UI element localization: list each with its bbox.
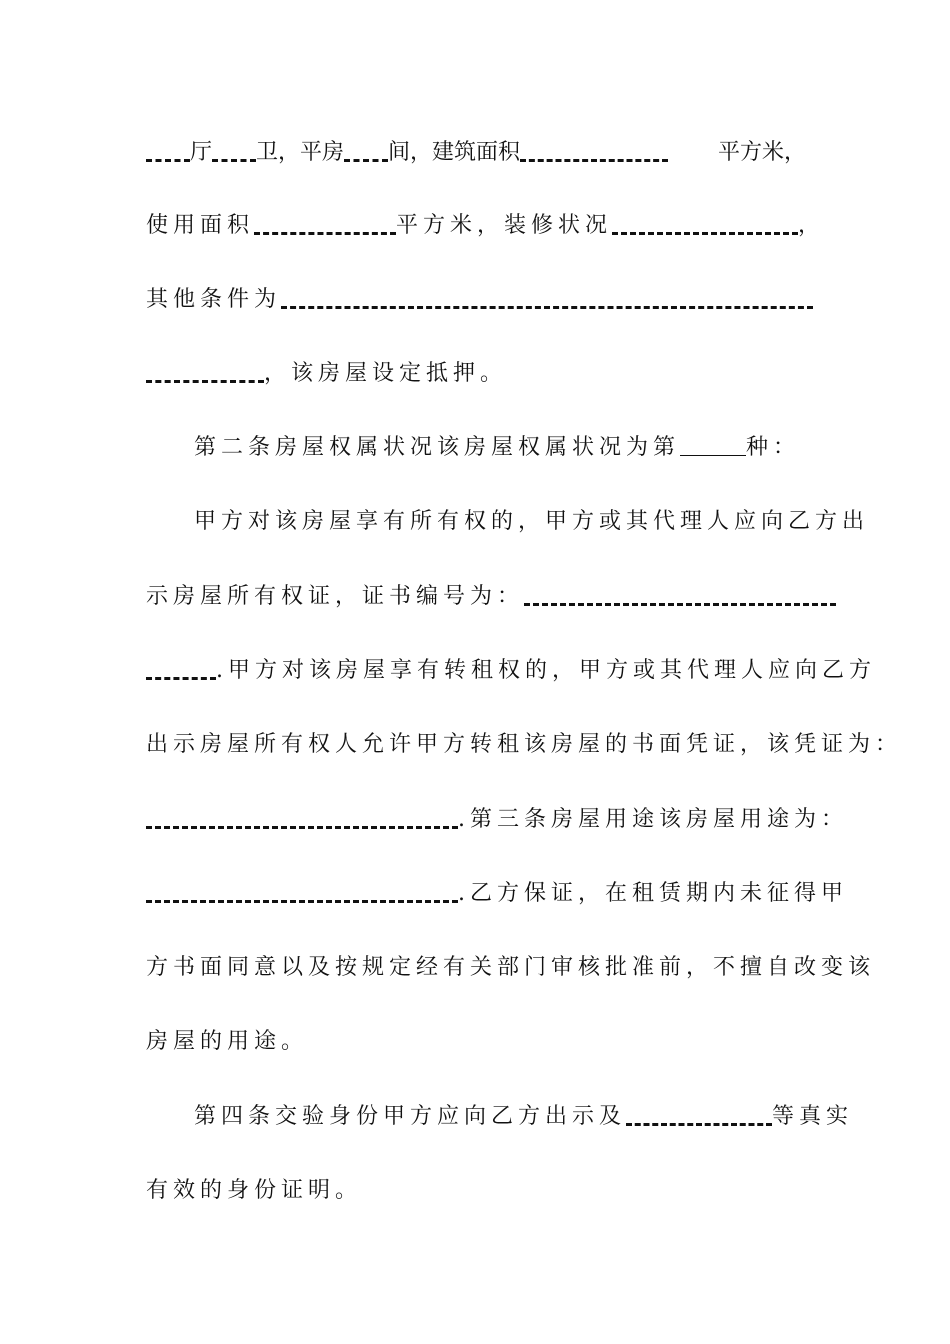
text-segment: 平方米， [717, 140, 806, 165]
text-segment: 出示房屋所有权人允许甲方转租该房屋的书面凭证，该凭证为： [146, 732, 903, 757]
text-segment: 房屋的用途。 [146, 1029, 309, 1054]
text-segment: .第三条房屋用途该房屋用途为： [458, 807, 848, 832]
text-segment: 厅 [190, 140, 213, 165]
blank-other-conditions-cont[interactable] [146, 358, 264, 380]
blank-bath-count[interactable] [212, 137, 256, 159]
blank-id-documents[interactable] [626, 1101, 772, 1123]
text-segment: .乙方保证，在租赁期内未征得甲 [458, 881, 848, 906]
doc-line-7 [146, 577, 806, 617]
text-segment: 种： [746, 435, 801, 460]
blank-house-usage[interactable] [146, 878, 458, 900]
text-segment: 平方米，装修状况 [396, 213, 613, 238]
blank-certificate-number-cont[interactable] [146, 655, 216, 677]
text-segment: 甲方对该房屋享有所有权的，甲方或其代理人应向乙方出 [194, 509, 870, 534]
doc-line-9 [146, 725, 903, 765]
text-segment: 第四条交验身份甲方应向乙方出示及 [194, 1104, 627, 1129]
doc-line-6 [194, 502, 870, 542]
text-segment: 等真实 [772, 1104, 854, 1129]
doc-line-14 [194, 1097, 854, 1137]
text-segment: 有效的身份证明。 [146, 1178, 363, 1203]
blank-building-area[interactable] [520, 137, 668, 159]
doc-line-2 [146, 206, 826, 246]
text-segment: 间，建筑面积 [388, 140, 521, 165]
blank-bungalow-count[interactable] [344, 137, 388, 159]
blank-other-conditions[interactable] [281, 284, 813, 306]
blank-decoration-status[interactable] [612, 210, 798, 232]
text-segment: 第二条房屋权属状况该房屋权属状况为第 [194, 435, 681, 460]
doc-line-5 [194, 428, 806, 468]
blank-sublease-proof[interactable] [146, 804, 458, 826]
doc-line-13 [146, 1022, 806, 1062]
doc-line-1 [146, 133, 806, 173]
doc-line-3 [146, 280, 806, 320]
text-segment: .甲方对该房屋享有转租权的，甲方或其代理人应向乙方 [216, 658, 876, 683]
doc-line-10 [146, 800, 848, 840]
doc-line-15 [146, 1171, 806, 1211]
text-segment: 示房屋所有权证，证书编号为： [146, 584, 525, 609]
blank-certificate-number[interactable] [524, 581, 836, 603]
doc-line-8 [146, 651, 876, 691]
text-segment: 其他条件为 [146, 287, 282, 312]
blank-hall-count[interactable] [146, 137, 190, 159]
text-segment: 卫，平房 [256, 140, 345, 165]
doc-line-12 [146, 948, 876, 988]
text-segment: ， [798, 213, 826, 238]
blank-usable-area[interactable] [254, 210, 396, 232]
text-segment: ，该房屋设定抵押。 [264, 361, 508, 386]
text-segment: 方书面同意以及按规定经有关部门审核批准前，不擅自改变该 [146, 955, 876, 980]
blank-ownership-type[interactable] [680, 432, 746, 454]
doc-line-4 [146, 354, 806, 394]
text-segment: 使用面积 [146, 213, 255, 238]
doc-line-11 [146, 874, 848, 914]
